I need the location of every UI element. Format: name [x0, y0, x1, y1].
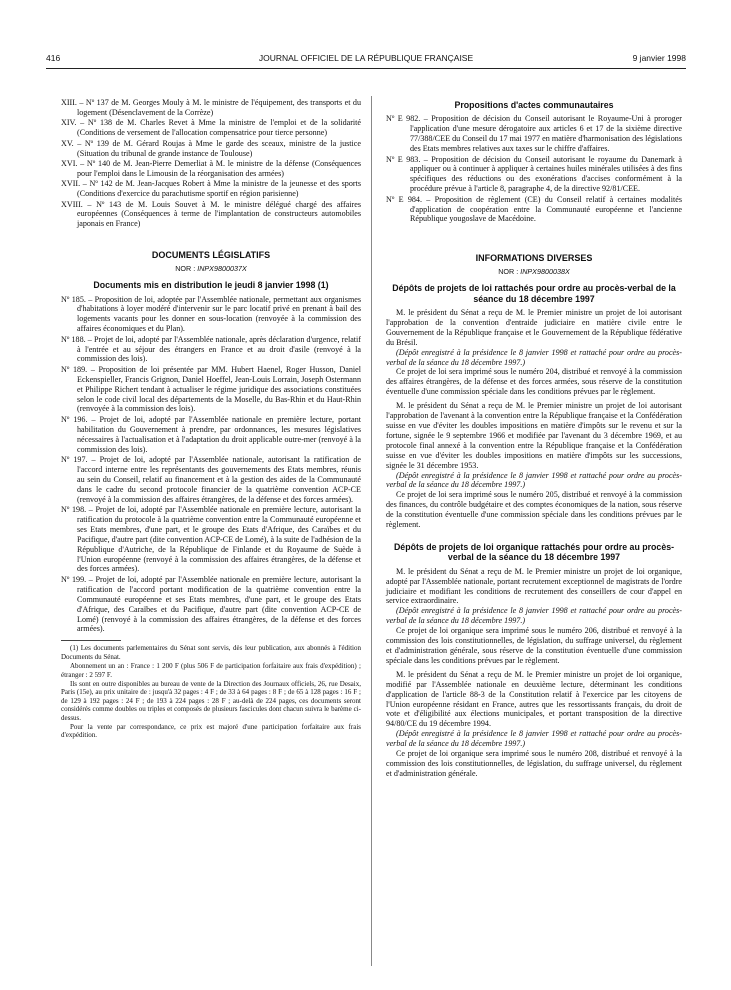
- footnote-rule: [61, 640, 121, 641]
- paragraph: Ce projet de loi sera imprimé sous le numéro 205, distribué et renvoyé à la commission des finances, du contrôle budgétaire et des comptes économiques de la nation, sous réserve de la constitution éventuelle d'une commission spéciale dans les conditions prévues par le règlement.: [386, 490, 682, 530]
- proposal-item: Nº E 984. – Proposition de règlement (CE) du Conseil relatif à certaines modalités d'application de coopération entre la Communauté européenne et l'ancienne République yougoslave de Macédoine.: [386, 194, 682, 224]
- page-header: [46, 50, 686, 66]
- paragraph: Ce projet de loi organique sera imprimé sous le numéro 206, distribué et renvoyé à la commission des lois constitutionnelles, de législation, du suffrage universel, du règlement et d'administration générale, sous réserve de la constitution éventuelle d'une commission spéciale dans les conditions prévues par le règlement.: [386, 626, 682, 665]
- nor-reference: NOR : INPX9800038X: [498, 267, 570, 277]
- footnote: Pour la vente par correspondance, ce prix est majoré d'une participation forfaitaire aux frais d'expédition.: [61, 722, 361, 740]
- subsection-title: Documents mis en distribution le jeudi 8 janvier 1998 (1): [93, 280, 329, 291]
- paragraph: M. le président du Sénat a reçu de M. le Premier ministre un projet de loi organique, adopté par l'Assemblée nationale, portant recrutement exceptionnel de magistrats de l'ordre judiciaire et modifiant les conditions de recrutement des conseillers de cour d'appel en service extraordinaire.: [386, 566, 682, 606]
- issue-date: 9 janvier 1998: [632, 53, 686, 63]
- footnotes: [61, 644, 361, 739]
- journal-title: JOURNAL OFFICIEL DE LA RÉPUBLIQUE FRANÇAISE: [258, 53, 474, 63]
- document-item: Nº 196. – Projet de loi, adopté par l'Assemblée nationale en première lecture, portant habilitation du Gouvernement à prendre, par ordonnances, les mesures législatives nécessaires à l'actualisation et à l'adaptation du droit applicable outre-mer (renvoyé à la commission des lois).: [61, 414, 361, 454]
- nor-reference: NOR : INPX9800037X: [175, 264, 247, 274]
- document-item: Nº 185. – Proposition de loi, adoptée par l'Assemblée nationale, permettant aux organismes d'habitations à loyer modéré d'intervenir sur le parc locatif privé en prenant à bail des logements vacants pour les donner en sous-location (renvoyée à la commission des affaires économiques et du Plan).: [61, 294, 361, 334]
- paragraph: M. le président du Sénat a reçu de M. le Premier ministre un projet de loi autorisant l'approbation de l'avenant à la convention entre la République française et la Confédération suisse en vue d'éviter les doubles impositions en matière d'impôts sur le revenu et sur la fortune, signée le 9 septembre 1966 et modifiée par l'avenant du 3 décembre 1969, et au protocole final annexé à la convention entre la République française et la Confédération suisse en vue d'éviter les doubles impositions en matière d'impôts sur les successions, signée le 31 décembre 1953.: [386, 401, 682, 470]
- deposit-note: (Dépôt enregistré à la présidence le 8 janvier 1998 et rattaché pour ordre au procès-verbal de la séance du 18 décembre 1997.): [386, 606, 682, 626]
- footnote: Abonnement un an : France : 1 200 F (plus 506 F de participation forfaitaire aux frais d'expédition) ; étranger : 2 597 F.: [61, 662, 361, 679]
- header-rule: [46, 68, 686, 69]
- question-item: XV. – Nº 139 de M. Gérard Roujas à Mme le garde des sceaux, ministre de la justice (Situation du tribunal de grande instance de Toulouse): [61, 138, 361, 158]
- paragraph: Ce projet de loi organique sera imprimé sous le numéro 208, distribué et renvoyé à la commission des lois constitutionnelles, de législation, du suffrage universel, du règlement et d'administration générale.: [386, 749, 682, 778]
- deposit-note: (Dépôt enregistré à la présidence le 8 janvier 1998 et rattaché pour ordre au procès-verbal de la séance du 18 décembre 1997.): [386, 470, 682, 490]
- left-column: [61, 98, 361, 741]
- footnote: Ils sont en outre disponibles au bureau de vente de la Direction des Journaux officiels, 26, rue Desaix, Paris (15e), au prix unitaire de : jusqu'à 32 pages : 4 F ; de 33 à 64 pages : 8 F ; de 65 à 128 pages : 16 F ; de 129 à 192 pages : 24 F ; de 193 à 224 pages : 28 F ; au-delà de 224 pages, ces documents seront considérés comme doubles ou triples et composés de plusieurs fascicules dont chacun suivra le barème ci-dessus.: [61, 679, 361, 722]
- document-item: Nº 188. – Projet de loi, adopté par l'Assemblée nationale, après déclaration d'urgence, relatif à l'entrée et au séjour des étrangers en France et au droit d'asile (renvoyé à la commission des lois).: [61, 334, 361, 364]
- subsection-title: Propositions d'actes communautaires: [454, 100, 614, 110]
- question-item: XVIII. – Nº 143 de M. Louis Souvet à M. le ministre délégué chargé des affaires européennes (Conséquences à terme de l'implantation de constructeurs automobiles japonais en France): [61, 199, 361, 229]
- question-item: XIV. – Nº 138 de M. Charles Revet à Mme la ministre de l'emploi et de la solidarité (Conditions de versement de l'allocation compensatrice pour tierce personne): [61, 118, 361, 138]
- proposal-item: Nº E 982. – Proposition de décision du Conseil autorisant le Royaume-Uni à proroger l'application d'une mesure dérogatoire aux articles 6 et 17 de la sixième directive 77/388/CEE du Conseil du 17 mai 1977 en matière d'harmonisation des législations des Etats membres relatives aux taxes sur le chiffre d'affaires.: [386, 114, 682, 154]
- column-divider: [371, 96, 372, 966]
- question-item: XIII. – Nº 137 de M. Georges Mouly à M. le ministre de l'équipement, des transports et du logement (Désenclavement de la Corrèze): [61, 98, 361, 117]
- document-item: Nº 189. – Proposition de loi présentée par MM. Hubert Haenel, Roger Husson, Daniel Eckenspieller, Francis Grignon, Daniel Hoeffel, Jean-Louis Lorrain, Joseph Ostermann et Philippe Richert tendant à actualiser le régime juridique des associations constituées selon le code civil local des départements de la Moselle, du Bas-Rhin et du Haut-Rhin (renvoyée à la commission des lois).: [61, 364, 361, 414]
- right-column: [386, 98, 682, 779]
- question-item: XVII. – Nº 142 de M. Jean-Jacques Robert à Mme la ministre de la jeunesse et des sports (Conditions d'exercice du parachutisme sportif en région parisienne): [61, 179, 361, 199]
- document-item: Nº 197. – Projet de loi, adopté par l'Assemblée nationale, autorisant la ratification de l'accord interne entre les représentants des gouvernements des Etats membres, réunis au sein du Conseil, relatif au financement et à la gestion des aides de la Communauté dans le cadre du second protocole financier de la quatrième convention ACP-CE (renvoyé à la commission des affaires étrangères, de la défense et des forces armées).: [61, 455, 361, 504]
- document-item: Nº 198. – Projet de loi, adopté par l'Assemblée nationale en première lecture, autorisant la ratification du protocole à la quatrième convention entre la Communauté européenne et ses Etats membres, d'une part, et le groupe des Etats d'Afrique, des Caraïbes et du Pacifique, d'autre part (dite convention ACP-CE de Lomé), à la suite de l'adhésion de la République d'Autriche, de la République de Finlande et du Royaume de Suède à l'Union européenne (renvoyé à la commission des affaires étrangères, de la défense et des forces armées).: [61, 505, 361, 574]
- footnote: (1) Les documents parlementaires du Sénat sont servis, dès leur publication, aux abonnés à l'édition Documents du Sénat.: [61, 644, 361, 661]
- subsection-title: Dépôts de projets de loi rattachés pour ordre au procès-verbal de la séance du 18 décembre 1997: [392, 283, 676, 304]
- page-number: 416: [46, 53, 61, 63]
- document-item: Nº 199. – Projet de loi, adopté par l'Assemblée nationale en première lecture, autorisant la ratification de l'accord portant modification de la quatrième convention entre la Communauté européenne et ses Etats membres, d'une part, et le groupe des Etats d'Afrique, des Caraïbes et du Pacifique, d'autre part (dite convention ACP-CE de Lomé) (renvoyé à la commission des affaires étrangères, de la défense et des forces armées).: [61, 574, 361, 634]
- question-item: XVI. – Nº 140 de M. Jean-Pierre Demerliat à M. le ministre de la défense (Conséquences pour l'emploi dans le Limousin de la réorganisation des armées): [61, 158, 361, 178]
- subsection-title: Dépôts de projets de loi organique rattachés pour ordre au procès-verbal de la séance du 18 décembre 1997: [393, 541, 675, 563]
- deposit-note: (Dépôt enregistré à la présidence le 8 janvier 1998 et rattaché pour ordre au procès-verbal de la séance du 18 décembre 1997.): [386, 347, 682, 367]
- section-title: DOCUMENTS LÉGISLATIFS: [151, 250, 271, 261]
- paragraph: Ce projet de loi sera imprimé sous le numéro 204, distribué et renvoyé à la commission des affaires étrangères, de la défense et des forces armées, sous réserve de la constitution éventuelle d'une commission spéciale dans les conditions prévues par le règlement.: [386, 367, 682, 397]
- section-title: INFORMATIONS DIVERSES: [475, 253, 593, 264]
- proposal-item: Nº E 983. – Proposition de décision du Conseil autorisant le royaume du Danemark à appliquer ou à continuer à appliquer à certaines huiles minérales utilisées à des fins spécifiques des réductions ou des exonérations d'accises conformément à la procédure prévue à l'article 8, paragraphe 4, de la directive 92/81/CEE.: [386, 154, 682, 194]
- paragraph: M. le président du Sénat a reçu de M. le Premier ministre un projet de loi organique, modifié par l'Assemblée nationale en deuxième lecture, déterminant les conditions d'application de l'article 88-3 de la Constitution relatif à l'exercice par les citoyens de l'Union européenne résidant en France, autres que les ressortissants français, du droit de vote et d'éligibilité aux élections municipales, et portant transposition de la directive 94/80/CE du 19 décembre 1994.: [386, 669, 682, 729]
- deposit-note: (Dépôt enregistré à la présidence le 8 janvier 1998 et rattaché pour ordre au procès-verbal de la séance du 18 décembre 1997.): [386, 729, 682, 749]
- paragraph: M. le président du Sénat a reçu de M. le Premier ministre un projet de loi autorisant l'approbation de la convention d'entraide judiciaire en matière civile entre le Gouvernement de la République française et le Gouvernement de la République fédérative du Brésil.: [386, 308, 682, 347]
